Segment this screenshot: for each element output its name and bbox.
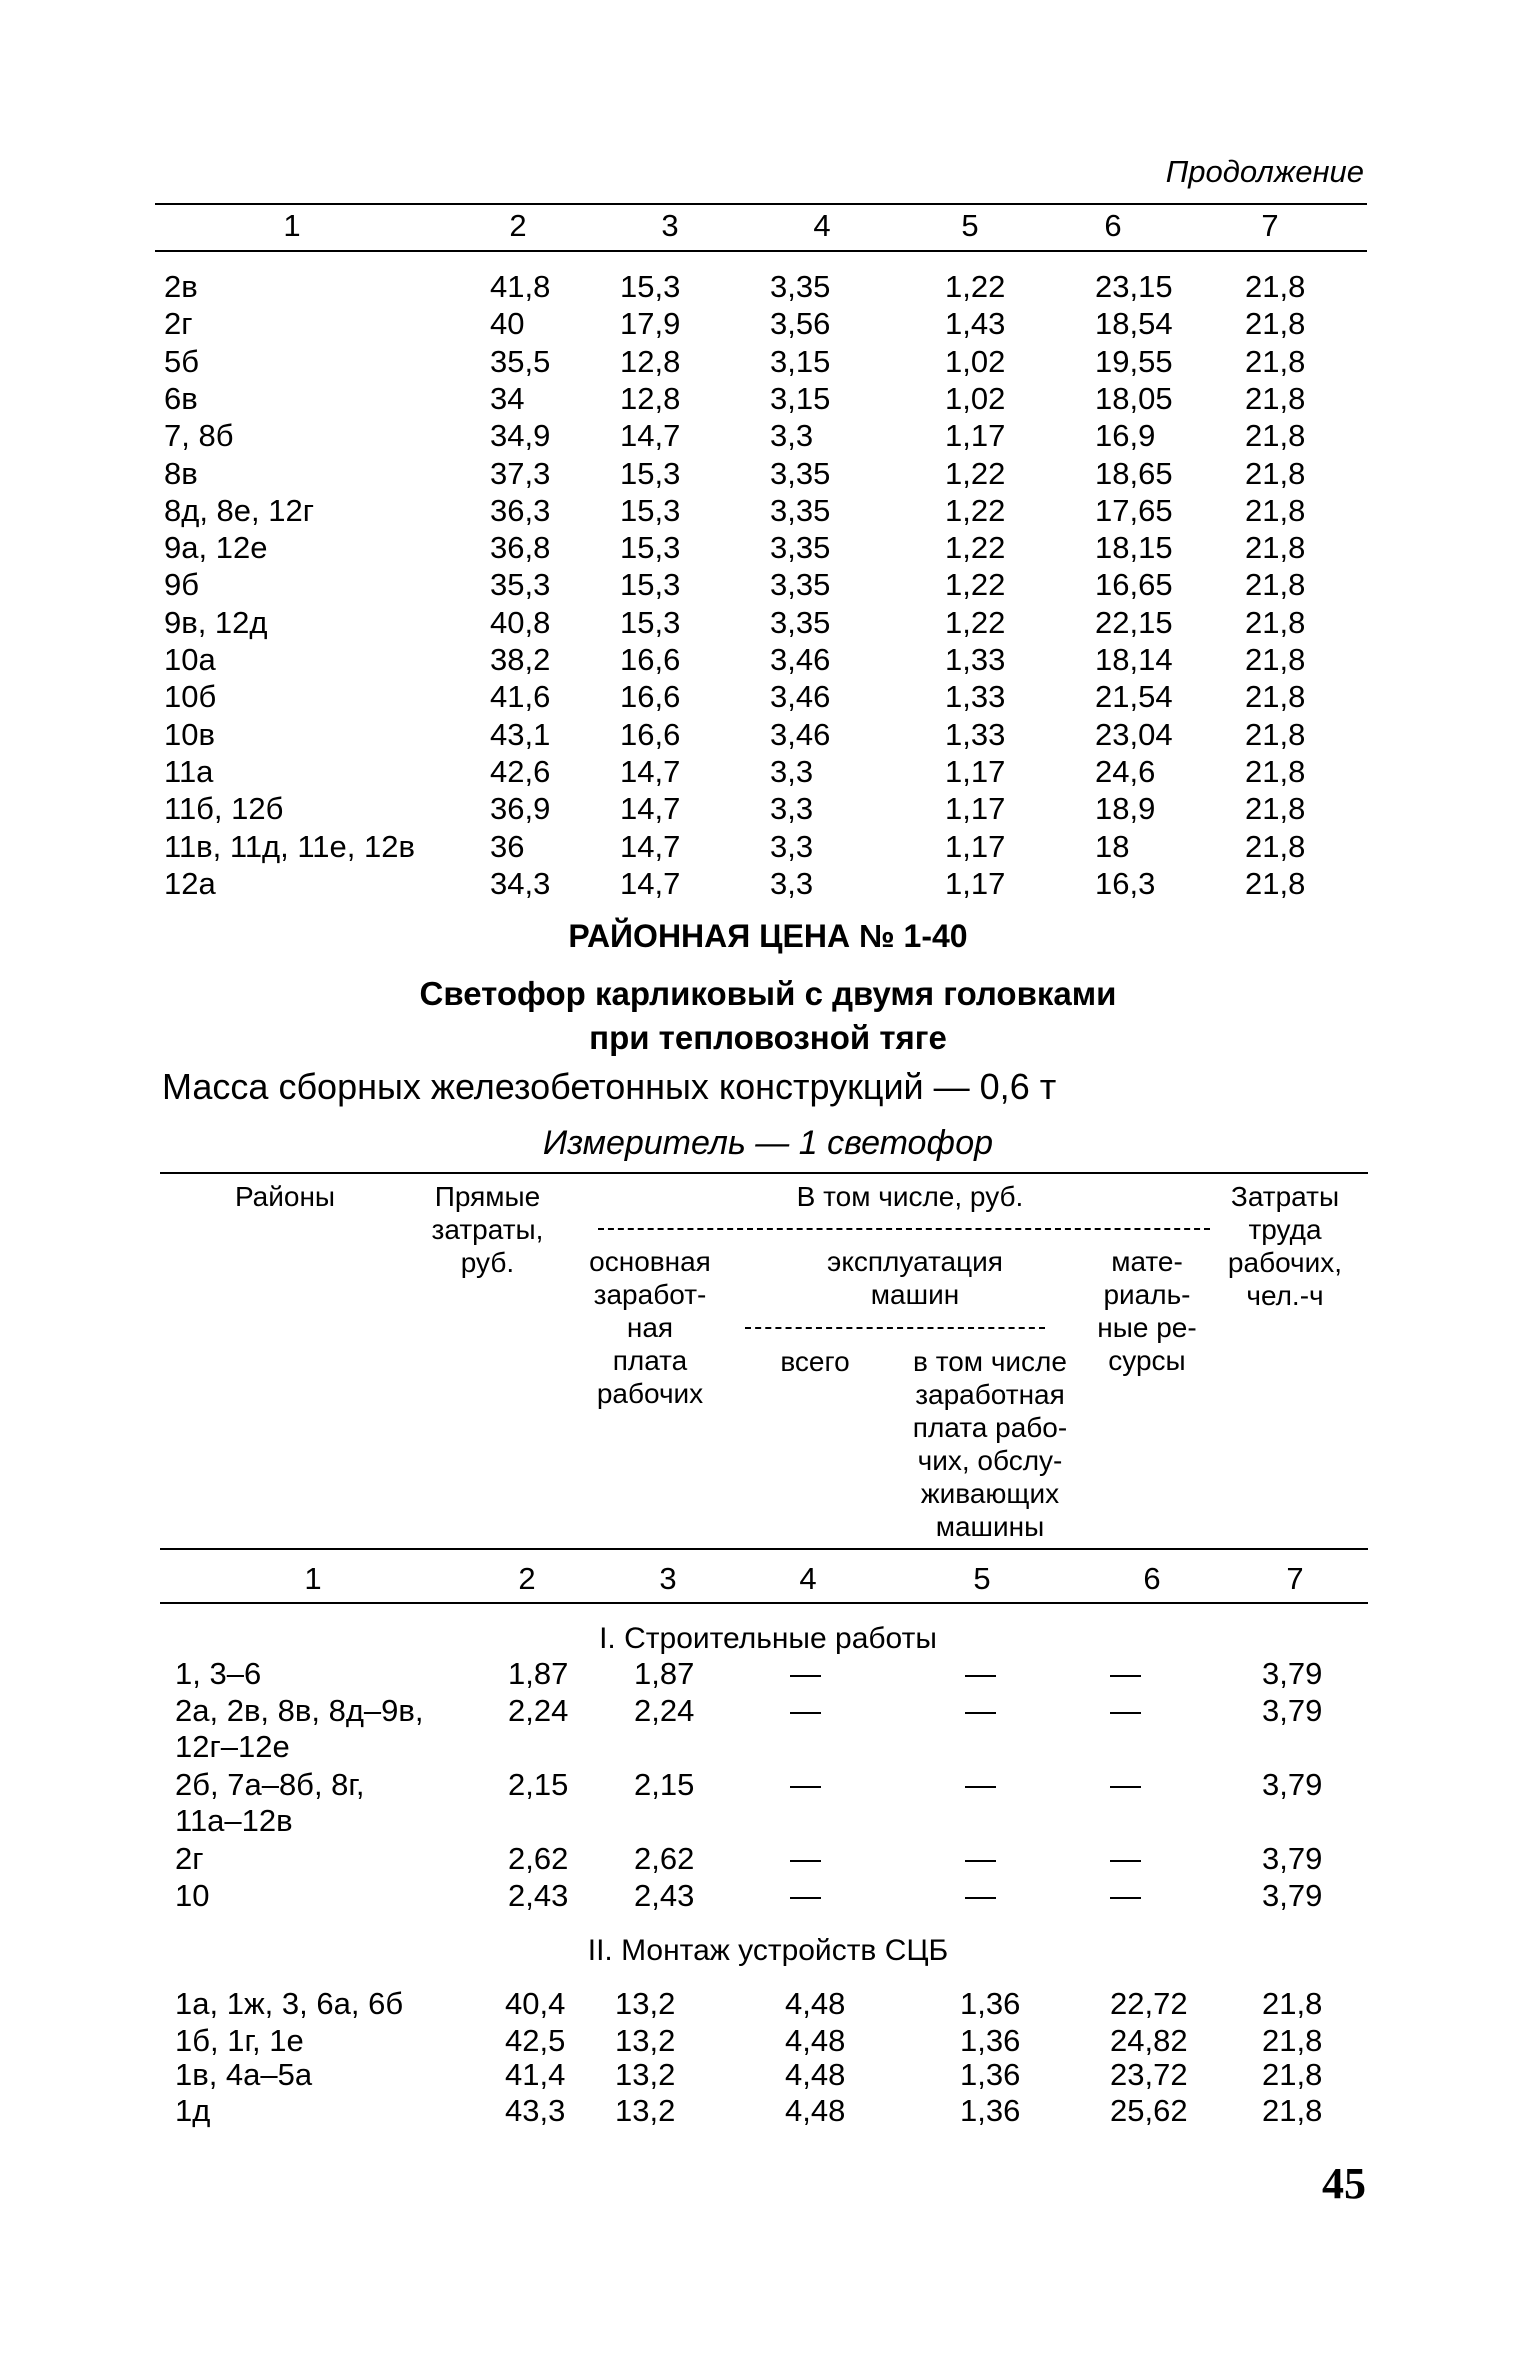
region-cell: 11в, 11д, 11е, 12в [164, 828, 415, 864]
value-cell: 36,8 [490, 530, 551, 566]
value-cell: 3,46 [770, 642, 831, 677]
value-cell: 3,3 [770, 791, 814, 827]
header-line: машины [935, 1511, 1045, 1542]
th-incl-wage [890, 1345, 1090, 1543]
value-cell: — [1110, 1841, 1141, 1876]
value-cell: 1,36 [960, 2057, 1021, 2092]
value-cell: 23,15 [1095, 269, 1173, 304]
value-cell: 15,3 [620, 604, 681, 640]
th-base-wage [575, 1245, 725, 1410]
table1-col-header: 6 [1104, 208, 1122, 243]
value-cell: 2,24 [634, 1693, 695, 1728]
value-cell: — [790, 1841, 821, 1876]
value-cell: 21,8 [1262, 1986, 1323, 2021]
value-cell: 1,36 [960, 2093, 1021, 2128]
value-cell: 17,65 [1095, 492, 1173, 528]
value-cell: 21,8 [1245, 567, 1306, 603]
value-cell: — [965, 1693, 996, 1728]
region-cell: 8в [164, 455, 198, 491]
table-row [0, 455, 1536, 492]
value-cell: 21,8 [1262, 2023, 1323, 2058]
value-cell: 18,65 [1095, 455, 1173, 491]
header-line: труда [1248, 1214, 1322, 1245]
value-cell: 35,5 [490, 343, 551, 379]
value-cell: 1,87 [634, 1656, 695, 1691]
value-cell: 15,3 [620, 567, 681, 603]
value-cell: 14,7 [620, 865, 681, 901]
header-line: плата рабо- [912, 1412, 1068, 1443]
region-cell: 2б, 7а–8б, 8г, [175, 1767, 365, 1802]
table1-col-header: 4 [813, 208, 831, 243]
header-line: чел.-ч [1246, 1280, 1324, 1311]
table1-col-header: 3 [661, 208, 679, 243]
table1-top-rule [155, 203, 1367, 205]
value-cell: 34,9 [490, 418, 551, 454]
value-cell: 21,8 [1245, 306, 1306, 342]
price-title: РАЙОННАЯ ЦЕНА № 1-40 [568, 918, 968, 954]
header-line: руб. [460, 1247, 515, 1278]
table-row [0, 604, 1536, 641]
value-cell: 3,35 [770, 492, 831, 528]
value-cell: 12,8 [620, 380, 681, 416]
item-title-line2: при тепловозной тяге [589, 1019, 947, 1056]
value-cell: — [1110, 1656, 1141, 1691]
th-materials [1092, 1245, 1202, 1377]
value-cell: 14,7 [620, 418, 681, 454]
value-cell: 21,8 [1245, 791, 1306, 827]
value-cell: 1,22 [945, 455, 1006, 491]
value-cell: 21,8 [1245, 492, 1306, 528]
table-row [0, 529, 1536, 566]
value-cell: 3,56 [770, 306, 831, 342]
region-cell: 10 [175, 1878, 210, 1913]
value-cell: 24,82 [1110, 2023, 1188, 2058]
table-row [0, 790, 1536, 827]
value-cell: 21,8 [1245, 418, 1306, 454]
header-line: машин [870, 1279, 960, 1310]
value-cell: 23,72 [1110, 2057, 1188, 2092]
region-cell: 11а–12в [175, 1803, 293, 1838]
table1-header-row [0, 207, 1536, 244]
value-cell: — [965, 1767, 996, 1802]
value-cell: 3,79 [1262, 1693, 1323, 1728]
value-cell: 36 [490, 828, 525, 864]
value-cell: 15,3 [620, 269, 681, 304]
table1-col-header: 2 [509, 208, 527, 243]
value-cell: 36,9 [490, 791, 551, 827]
region-cell: 7, 8б [164, 418, 234, 454]
value-cell: — [790, 1878, 821, 1913]
value-cell: 3,79 [1262, 1841, 1323, 1876]
header-line: ные ре- [1097, 1312, 1197, 1343]
table-row [0, 1692, 1536, 1729]
value-cell: 36,3 [490, 492, 551, 528]
value-cell: — [965, 1878, 996, 1913]
value-cell: 19,55 [1095, 343, 1173, 379]
value-cell: 13,2 [615, 1986, 676, 2021]
table-row [0, 380, 1536, 417]
value-cell: 3,35 [770, 530, 831, 566]
value-cell: 1,33 [945, 679, 1006, 715]
region-cell: 9а, 12е [164, 530, 268, 566]
header-line: рабочих, [1227, 1247, 1343, 1278]
region-cell: 10а [164, 642, 216, 677]
value-cell: 3,15 [770, 380, 831, 416]
header-line: сурсы [1108, 1345, 1186, 1376]
value-cell: 22,72 [1110, 1986, 1188, 2021]
value-cell: 1,02 [945, 343, 1006, 379]
value-cell: 21,54 [1095, 679, 1173, 715]
value-cell: 1,17 [945, 753, 1006, 789]
value-cell: 13,2 [615, 2023, 676, 2058]
header-line: затраты, [431, 1214, 544, 1245]
region-cell: 2в [164, 269, 198, 304]
region-cell: 1б, 1г, 1е [175, 2023, 304, 2058]
value-cell: 3,35 [770, 567, 831, 603]
value-cell: 1,43 [945, 306, 1006, 342]
value-cell: 1,17 [945, 828, 1006, 864]
value-cell: 2,15 [508, 1767, 569, 1802]
value-cell: 15,3 [620, 492, 681, 528]
th-including: В том числе, руб. [796, 1181, 1024, 1212]
value-cell: 37,3 [490, 455, 551, 491]
value-cell: 21,8 [1245, 828, 1306, 864]
header-line: заработ- [593, 1279, 707, 1310]
value-cell: 1,36 [960, 1986, 1021, 2021]
table-row [0, 343, 1536, 380]
value-cell: 4,48 [785, 1986, 846, 2021]
value-cell: 1,17 [945, 865, 1006, 901]
header-line: чих, обслу- [917, 1445, 1063, 1476]
value-cell: 3,3 [770, 828, 814, 864]
item-title-line1: Светофор карликовый с двумя головками [419, 975, 1117, 1012]
value-cell: 1,33 [945, 642, 1006, 677]
measure-text: Измеритель — 1 светофор [542, 1124, 994, 1162]
table-row [0, 678, 1536, 715]
header-line: Затраты [1230, 1181, 1340, 1212]
value-cell: 1,17 [945, 418, 1006, 454]
value-cell: 4,48 [785, 2057, 846, 2092]
value-cell: 13,2 [615, 2057, 676, 2092]
value-cell: 1,17 [945, 791, 1006, 827]
header-line: эксплуатация [827, 1246, 1003, 1277]
value-cell: — [1110, 1693, 1141, 1728]
page-number: 45 [1322, 2159, 1366, 2208]
table-row [0, 2056, 1536, 2093]
region-line [0, 1802, 1536, 1839]
value-cell: — [790, 1693, 821, 1728]
table1-col-header: 1 [283, 208, 301, 243]
table-row [0, 566, 1536, 603]
th-labor-costs [1205, 1180, 1365, 1312]
value-cell: 1,87 [508, 1656, 569, 1691]
table2-col-number: 4 [799, 1561, 817, 1596]
region-cell: 9в, 12д [164, 604, 268, 640]
header-line: основная [589, 1246, 711, 1277]
header-line: риаль- [1103, 1279, 1191, 1310]
region-cell: 2а, 2в, 8в, 8д–9в, [175, 1693, 424, 1728]
value-cell: 21,8 [1245, 530, 1306, 566]
value-cell: 2,15 [634, 1767, 695, 1802]
table-row [0, 268, 1536, 305]
th-total: всего [780, 1346, 850, 1377]
th-machine-dash [745, 1327, 1045, 1329]
value-cell: 4,48 [785, 2023, 846, 2058]
region-cell: 10в [164, 716, 215, 752]
table2-col-number: 7 [1286, 1561, 1304, 1596]
table-row [0, 1877, 1536, 1914]
table2-col-number: 3 [659, 1561, 677, 1596]
header-line: мате- [1111, 1246, 1183, 1277]
table2-col-number: 2 [518, 1561, 536, 1596]
header-line: заработная [915, 1379, 1065, 1410]
value-cell: 2,62 [634, 1841, 695, 1876]
value-cell: 3,3 [770, 865, 814, 901]
value-cell: 2,43 [508, 1878, 569, 1913]
section2-title: II. Монтаж устройств СЦБ [587, 1934, 949, 1967]
value-cell: 18 [1095, 828, 1130, 864]
value-cell: 17,9 [620, 306, 681, 342]
table-row [0, 1840, 1536, 1877]
value-cell: 42,6 [490, 753, 551, 789]
table-row [0, 716, 1536, 753]
value-cell: — [790, 1767, 821, 1802]
table1-col-header: 7 [1261, 208, 1279, 243]
value-cell: 21,8 [1245, 753, 1306, 789]
value-cell: 1,36 [960, 2023, 1021, 2058]
table-row [0, 753, 1536, 790]
th-regions: Районы [234, 1181, 336, 1212]
table-row [0, 2022, 1536, 2059]
value-cell: 40 [490, 306, 525, 342]
value-cell: 34,3 [490, 865, 551, 901]
value-cell: 38,2 [490, 642, 551, 677]
region-cell: 11а [164, 753, 214, 789]
value-cell: 3,3 [770, 418, 814, 454]
value-cell: 42,5 [505, 2023, 566, 2058]
value-cell: 2,43 [634, 1878, 695, 1913]
value-cell: 21,8 [1245, 716, 1306, 752]
table1-header-rule [155, 250, 1367, 252]
value-cell: 1,22 [945, 567, 1006, 603]
value-cell: 14,7 [620, 753, 681, 789]
value-cell: 16,65 [1095, 567, 1173, 603]
value-cell: 18,14 [1095, 642, 1173, 677]
value-cell: 1,22 [945, 269, 1006, 304]
value-cell: 2,62 [508, 1841, 569, 1876]
th-machine-operation [740, 1245, 1090, 1311]
value-cell: 18,9 [1095, 791, 1156, 827]
table-row [0, 492, 1536, 529]
header-line: в том числе [913, 1346, 1067, 1377]
th-including-dash [598, 1228, 1210, 1230]
value-cell: 14,7 [620, 828, 681, 864]
value-cell: 21,8 [1245, 679, 1306, 715]
th-direct-costs [415, 1180, 560, 1279]
table-row [0, 305, 1536, 342]
region-cell: 1, 3–6 [175, 1656, 262, 1691]
value-cell: — [1110, 1767, 1141, 1802]
value-cell: 21,8 [1245, 604, 1306, 640]
table-row [0, 865, 1536, 902]
value-cell: 16,3 [1095, 865, 1156, 901]
table2-col-number: 1 [304, 1561, 322, 1596]
value-cell: 12,8 [620, 343, 681, 379]
value-cell: 18,54 [1095, 306, 1173, 342]
table-row [0, 828, 1536, 865]
value-cell: — [790, 1656, 821, 1691]
table-row [0, 2092, 1536, 2129]
value-cell: 40,4 [505, 1986, 566, 2021]
value-cell: 3,35 [770, 604, 831, 640]
value-cell: 35,3 [490, 567, 551, 603]
table2-numbers-row [0, 1560, 1536, 1597]
value-cell: 3,35 [770, 269, 831, 304]
mass-text: Масса сборных железобетонных конструкций — 0,6 т [162, 1066, 1057, 1107]
table-row [0, 1766, 1536, 1803]
value-cell: — [965, 1656, 996, 1691]
value-cell: 41,8 [490, 269, 551, 304]
value-cell: 1,22 [945, 604, 1006, 640]
table1-col-header: 5 [961, 208, 979, 243]
region-cell: 1д [175, 2093, 211, 2128]
region-cell: 12а [164, 865, 216, 901]
item-title [0, 972, 1536, 1060]
region-cell: 6в [164, 380, 198, 416]
value-cell: 3,3 [770, 753, 814, 789]
value-cell: 16,6 [620, 679, 681, 715]
value-cell: 1,02 [945, 380, 1006, 416]
header-line: живающих [920, 1478, 1060, 1509]
table-row [0, 417, 1536, 454]
value-cell: 16,6 [620, 716, 681, 752]
header-line: плата [612, 1345, 688, 1376]
value-cell: 3,79 [1262, 1767, 1323, 1802]
value-cell: 1,33 [945, 716, 1006, 752]
table-row [0, 1655, 1536, 1692]
table2-col-number: 6 [1143, 1561, 1161, 1596]
region-cell: 9б [164, 567, 199, 603]
region-cell: 10б [164, 679, 217, 715]
table-row [0, 641, 1536, 678]
value-cell: 21,8 [1245, 455, 1306, 491]
value-cell: 1,22 [945, 530, 1006, 566]
region-cell: 11б, 12б [164, 791, 284, 827]
value-cell: 15,3 [620, 530, 681, 566]
table-row [0, 1985, 1536, 2022]
value-cell: 4,48 [785, 2093, 846, 2128]
value-cell: 43,3 [505, 2093, 566, 2128]
value-cell: 3,15 [770, 343, 831, 379]
value-cell: 21,8 [1262, 2057, 1323, 2092]
value-cell: 16,9 [1095, 418, 1156, 454]
region-cell: 2г [175, 1841, 204, 1876]
value-cell: 21,8 [1245, 380, 1306, 416]
value-cell: 14,7 [620, 791, 681, 827]
header-line: рабочих [596, 1378, 704, 1409]
header-line: Прямые [434, 1181, 541, 1212]
section1-title: I. Строительные работы [599, 1622, 937, 1655]
value-cell: 1,22 [945, 492, 1006, 528]
value-cell: 2,24 [508, 1693, 569, 1728]
value-cell: 15,3 [620, 455, 681, 491]
value-cell: 21,8 [1245, 343, 1306, 379]
region-cell: 5б [164, 343, 199, 379]
table2-top-rule [160, 1172, 1368, 1174]
region-line [0, 1728, 1536, 1765]
value-cell: 25,62 [1110, 2093, 1188, 2128]
value-cell: 34 [490, 380, 525, 416]
region-cell: 2г [164, 306, 193, 342]
value-cell: 23,04 [1095, 716, 1173, 752]
table2-numbers-rule [160, 1602, 1368, 1604]
value-cell: 18,15 [1095, 530, 1173, 566]
value-cell: 13,2 [615, 2093, 676, 2128]
table2-header-rule [160, 1548, 1368, 1550]
value-cell: — [1110, 1878, 1141, 1913]
value-cell: 3,46 [770, 679, 831, 715]
value-cell: 41,6 [490, 679, 551, 715]
value-cell: 18,05 [1095, 380, 1173, 416]
region-cell: 12г–12е [175, 1729, 290, 1764]
value-cell: 22,15 [1095, 604, 1173, 640]
value-cell: 21,8 [1245, 865, 1306, 901]
region-cell: 1а, 1ж, 3, 6а, 6б [175, 1986, 404, 2021]
value-cell: 3,79 [1262, 1656, 1323, 1691]
value-cell: 43,1 [490, 716, 551, 752]
continuation-label: Продолжение [1165, 154, 1364, 189]
header-line: ная [626, 1312, 674, 1343]
value-cell: 41,4 [505, 2057, 566, 2092]
region-cell: 8д, 8е, 12г [164, 492, 315, 528]
value-cell: 3,46 [770, 716, 831, 752]
value-cell: 3,35 [770, 455, 831, 491]
table2-col-number: 5 [973, 1561, 991, 1596]
value-cell: 21,8 [1245, 642, 1306, 677]
value-cell: 3,79 [1262, 1878, 1323, 1913]
value-cell: — [965, 1841, 996, 1876]
value-cell: 21,8 [1245, 269, 1306, 304]
value-cell: 21,8 [1262, 2093, 1323, 2128]
value-cell: 40,8 [490, 604, 551, 640]
value-cell: 16,6 [620, 642, 681, 677]
region-cell: 1в, 4а–5а [175, 2057, 313, 2092]
value-cell: 24,6 [1095, 753, 1156, 789]
